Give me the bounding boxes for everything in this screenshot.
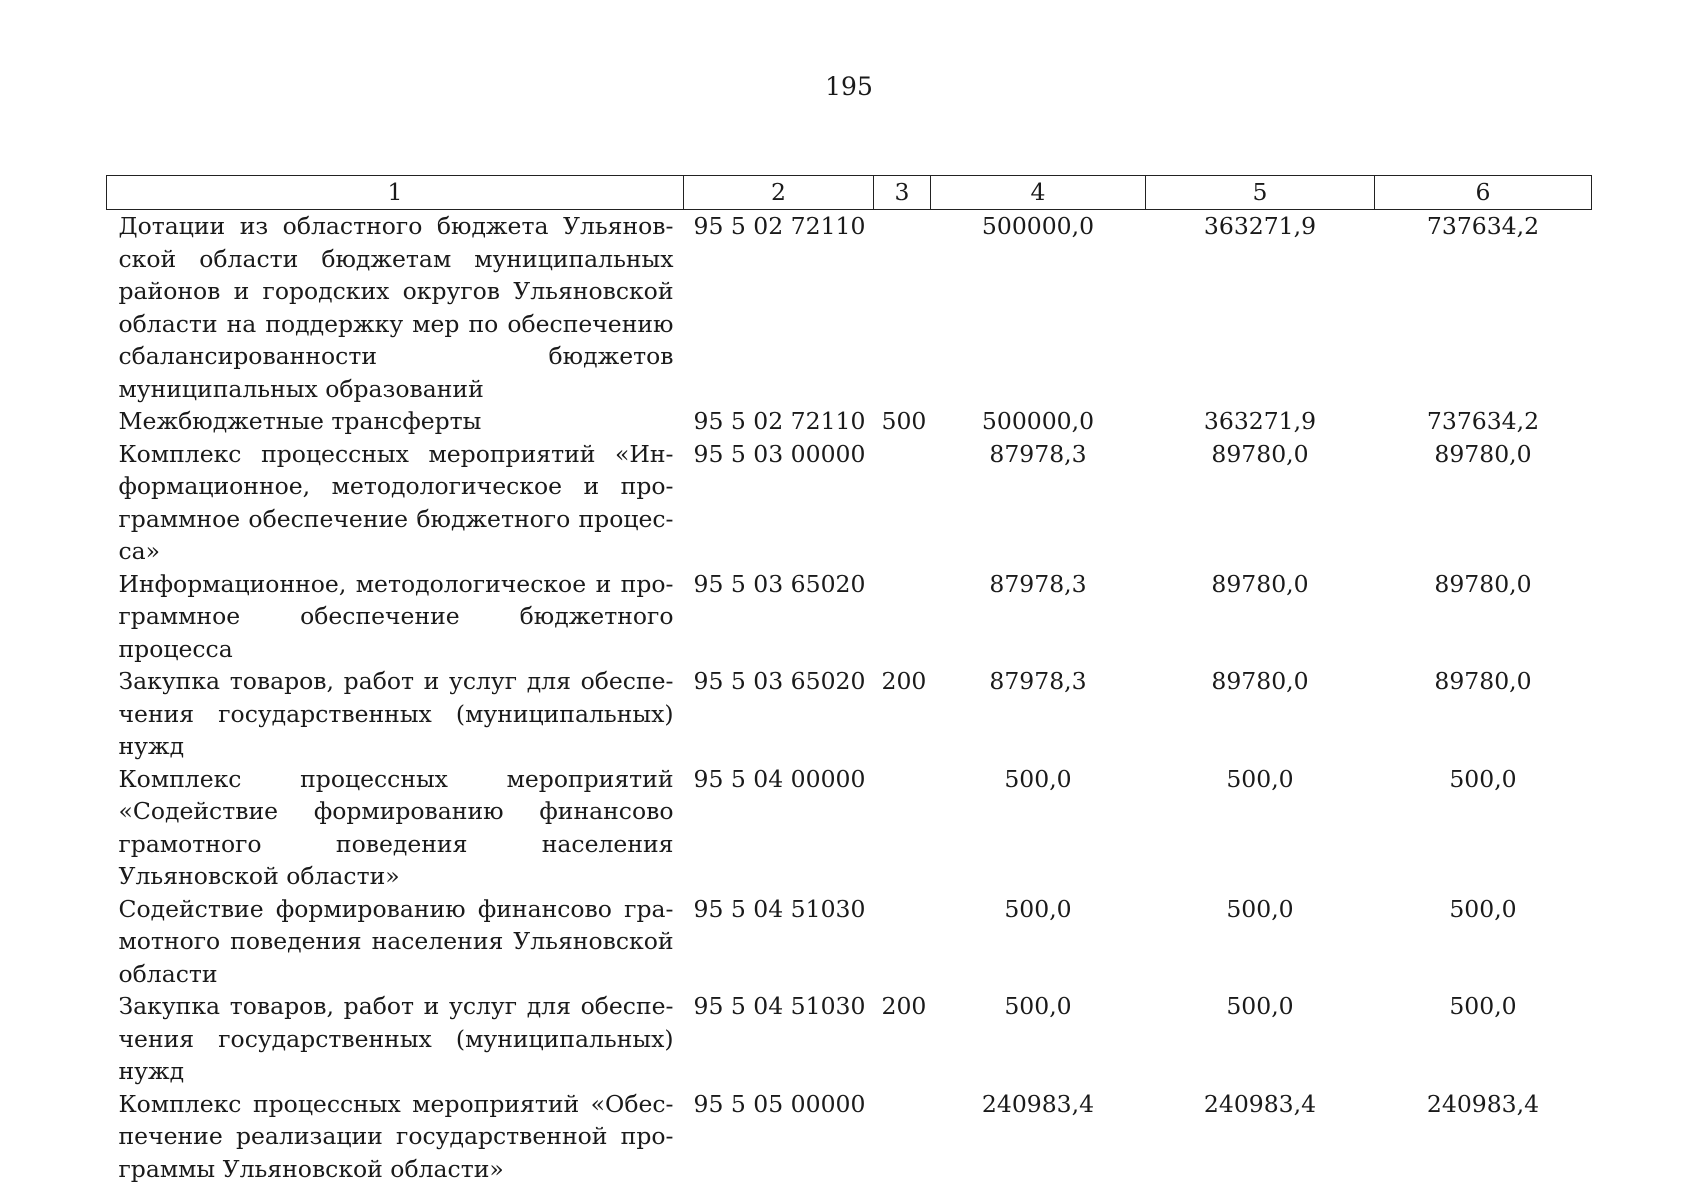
- row-code: 95 5 03 65020: [693, 569, 866, 598]
- row-code: 95 5 02 72110: [693, 212, 866, 240]
- row-value-3: 89780,0: [1434, 439, 1532, 468]
- table-row: [107, 210, 1592, 406]
- table-row: [107, 568, 1592, 666]
- table-row: [107, 405, 1592, 438]
- row-name: Закупка товаров, работ и услуг для обеспечения государственных (муниципальных) нужд: [118, 992, 674, 1085]
- row-value-3: 89780,0: [1434, 667, 1532, 695]
- row-value-1: 87978,3: [989, 667, 1087, 695]
- row-name: Дотации из областного бюджета Ульяновской области бюджетам муниципальных районов и городских округов Ульяновской области на поддержку мер по обеспечению сбалансированности бюджетов муниципальных образований: [118, 212, 674, 403]
- table-header-row: [107, 176, 1592, 210]
- table-row: [107, 665, 1592, 763]
- row-value-1: 500,0: [1004, 992, 1072, 1020]
- row-value-1: 87978,3: [989, 439, 1087, 468]
- row-expense-type: [874, 763, 931, 893]
- table-row: [107, 1088, 1592, 1186]
- row-value-2: 363271,9: [1203, 407, 1317, 435]
- row-value-1: 500000,0: [981, 212, 1095, 240]
- row-name: Закупка товаров, работ и услуг для обеспечения государственных (муниципальных) нужд: [118, 667, 674, 760]
- column-header: 1: [107, 176, 684, 210]
- row-value-3: 500,0: [1449, 894, 1517, 923]
- row-name: Информационное, методологическое и программное обеспечение бюджетного процесса: [118, 569, 674, 663]
- row-name: Комплекс процессных мероприятий «Содействие формированию финансово грамотного поведения населения Ульяновской области»: [118, 764, 674, 890]
- column-header: 5: [1146, 176, 1375, 210]
- column-header: 6: [1375, 176, 1592, 210]
- row-code: 95 5 04 51030: [693, 992, 866, 1020]
- row-value-3: 737634,2: [1426, 407, 1540, 435]
- row-name: Комплекс процессных мероприятий «Информационное, методологическое и программное обеспечение бюджетного процесса»: [118, 439, 674, 565]
- row-value-1: 500,0: [1004, 764, 1072, 793]
- table-row: [107, 763, 1592, 893]
- row-value-2: 89780,0: [1211, 569, 1309, 598]
- row-value-2: 500,0: [1226, 894, 1294, 923]
- row-name: Комплекс процессных мероприятий «Обеспечение реализации государственной программы Ульяновской области»: [118, 1089, 674, 1183]
- row-code: 95 5 03 65020: [693, 667, 866, 695]
- row-value-2: 500,0: [1226, 992, 1294, 1020]
- row-value-1: 500000,0: [981, 407, 1095, 435]
- row-name: Межбюджетные трансферты: [118, 407, 482, 435]
- column-header: 4: [931, 176, 1146, 210]
- row-code: 95 5 03 00000: [693, 439, 866, 468]
- row-expense-type: 500: [881, 407, 927, 435]
- column-header: 3: [874, 176, 931, 210]
- row-expense-type: [874, 893, 931, 991]
- table-row: [107, 893, 1592, 991]
- row-value-3: 500,0: [1449, 764, 1517, 793]
- row-expense-type: [874, 568, 931, 666]
- row-value-1: 240983,4: [981, 1089, 1095, 1118]
- row-value-3: 89780,0: [1434, 569, 1532, 598]
- row-value-3: 737634,2: [1426, 212, 1540, 240]
- row-value-2: 363271,9: [1203, 212, 1317, 240]
- row-code: 95 5 04 51030: [693, 894, 866, 923]
- table-row: [107, 990, 1592, 1088]
- row-value-3: 500,0: [1449, 992, 1517, 1020]
- budget-table: [106, 175, 1592, 1185]
- row-value-3: 240983,4: [1426, 1089, 1540, 1118]
- row-expense-type: [874, 438, 931, 568]
- row-expense-type: [874, 1088, 931, 1186]
- row-expense-type: [874, 210, 931, 406]
- row-name: Содействие формированию финансово грамотного поведения населения Ульяновской области: [118, 894, 674, 988]
- row-value-1: 87978,3: [989, 569, 1087, 598]
- row-value-2: 500,0: [1226, 764, 1294, 793]
- row-expense-type: 200: [881, 992, 927, 1020]
- row-value-1: 500,0: [1004, 894, 1072, 923]
- page-number: 195: [825, 72, 873, 101]
- row-value-2: 89780,0: [1211, 667, 1309, 695]
- row-value-2: 89780,0: [1211, 439, 1309, 468]
- row-expense-type: 200: [881, 667, 927, 695]
- row-code: 95 5 02 72110: [693, 407, 866, 435]
- row-code: 95 5 04 00000: [693, 764, 866, 793]
- table-row: [107, 438, 1592, 568]
- row-code: 95 5 05 00000: [693, 1089, 866, 1118]
- column-header: 2: [684, 176, 874, 210]
- row-value-2: 240983,4: [1203, 1089, 1317, 1118]
